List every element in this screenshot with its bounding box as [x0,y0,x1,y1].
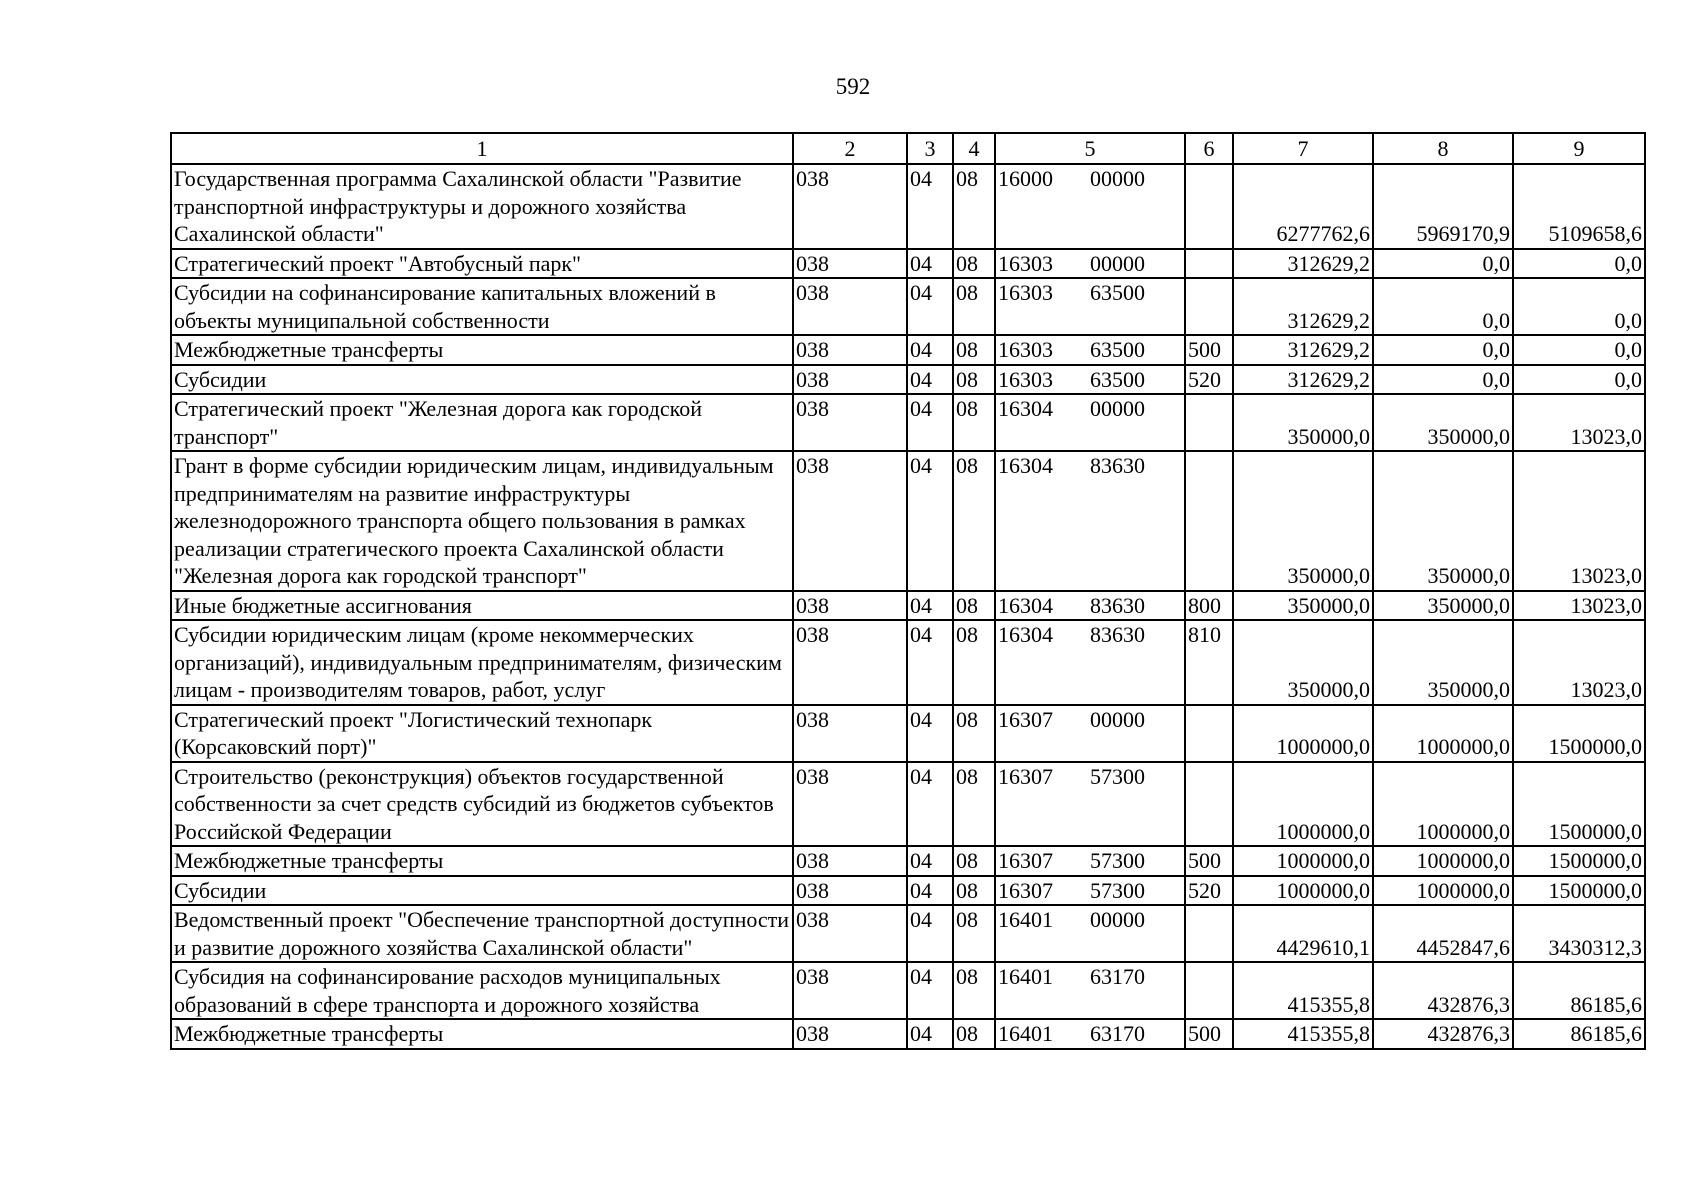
row-code3-cell: 04 [907,905,953,962]
row-code5-cell [995,705,1185,762]
row-name-cell: Субсидия на софинансирование расходов муниципальных образований в сфере транспорта и дорожного хозяйства [171,962,793,1019]
row-code3-cell: 04 [907,1019,953,1049]
table-row [171,620,1645,705]
row-name-cell: Межбюджетные трансферты [171,335,793,365]
row-code5-part1: 16401 [998,907,1053,932]
row-amount8-cell: 5969170,9 [1373,164,1513,249]
row-amount8-cell: 432876,3 [1373,1019,1513,1049]
row-code6-cell [1185,394,1233,451]
row-code5-cell [995,164,1185,249]
row-amount9-cell: 13023,0 [1513,394,1645,451]
row-code4-cell: 08 [953,962,995,1019]
row-code5-part1: 16307 [998,848,1053,873]
row-code5-cell [995,762,1185,847]
row-amount9-cell: 0,0 [1513,365,1645,395]
table-row [171,278,1645,335]
row-name-cell: Строительство (реконструкция) объектов государственной собственности за счет средств субсидий из бюджетов субъектов Российской Федерации [171,762,793,847]
row-code6-cell [1185,249,1233,279]
row-code6-cell: 520 [1185,365,1233,395]
row-code2-cell: 038 [793,705,907,762]
row-code3-cell: 04 [907,962,953,1019]
row-code4-cell: 08 [953,705,995,762]
column-header: 4 [953,133,995,164]
table-row [171,762,1645,847]
table-row [171,905,1645,962]
budget-table [170,132,1646,1050]
row-code6-cell: 500 [1185,335,1233,365]
row-code3-cell: 04 [907,164,953,249]
row-code2-cell: 038 [793,962,907,1019]
row-code5-part1: 16304 [998,453,1053,478]
row-code5-part1: 16303 [998,280,1053,305]
row-code4-cell: 08 [953,876,995,906]
row-code2-cell: 038 [793,1019,907,1049]
row-code5-part1: 16304 [998,396,1053,421]
row-amount8-cell: 350000,0 [1373,620,1513,705]
row-name-cell: Межбюджетные трансферты [171,1019,793,1049]
row-code2-cell: 038 [793,762,907,847]
row-code2-cell: 038 [793,249,907,279]
row-code5-cell [995,620,1185,705]
row-code3-cell: 04 [907,278,953,335]
row-code5-part2: 63500 [1090,280,1145,305]
row-code4-cell: 08 [953,249,995,279]
row-code5-part2: 57300 [1090,848,1145,873]
table-row [171,365,1645,395]
row-code6-cell [1185,705,1233,762]
row-code2-cell: 038 [793,451,907,591]
row-code4-cell: 08 [953,620,995,705]
row-code5-cell [995,365,1185,395]
row-name-cell: Стратегический проект "Автобусный парк" [171,249,793,279]
row-code6-cell: 810 [1185,620,1233,705]
row-amount8-cell: 1000000,0 [1373,762,1513,847]
row-amount8-cell: 0,0 [1373,278,1513,335]
row-code5-part2: 63170 [1090,1021,1145,1046]
table-row [171,876,1645,906]
table-row [171,846,1645,876]
row-code3-cell: 04 [907,249,953,279]
table-body [171,133,1645,1049]
row-code3-cell: 04 [907,876,953,906]
row-code6-cell [1185,451,1233,591]
row-amount8-cell: 0,0 [1373,335,1513,365]
column-header: 7 [1233,133,1373,164]
row-amount9-cell: 13023,0 [1513,620,1645,705]
row-code5-part2: 00000 [1090,166,1145,191]
row-name-cell: Стратегический проект "Логистический технопарк (Корсаковский порт)" [171,705,793,762]
row-code5-cell [995,846,1185,876]
row-code2-cell: 038 [793,905,907,962]
row-code5-part2: 83630 [1090,453,1145,478]
row-code4-cell: 08 [953,591,995,621]
row-code5-part2: 63170 [1090,964,1145,989]
table-row [171,591,1645,621]
row-amount9-cell: 5109658,6 [1513,164,1645,249]
row-code4-cell: 08 [953,1019,995,1049]
row-name-cell: Государственная программа Сахалинской области "Развитие транспортной инфраструктуры и дорожного хозяйства Сахалинской области" [171,164,793,249]
row-code5-part2: 63500 [1090,337,1145,362]
row-code2-cell: 038 [793,394,907,451]
row-code2-cell: 038 [793,365,907,395]
row-code5-part1: 16304 [998,622,1053,647]
row-amount9-cell: 1500000,0 [1513,762,1645,847]
row-amount7-cell: 312629,2 [1233,278,1373,335]
row-amount7-cell: 312629,2 [1233,365,1373,395]
row-code6-cell [1185,962,1233,1019]
row-code4-cell: 08 [953,905,995,962]
row-amount8-cell: 4452847,6 [1373,905,1513,962]
row-amount9-cell: 1500000,0 [1513,846,1645,876]
row-name-cell: Иные бюджетные ассигнования [171,591,793,621]
row-code5-part1: 16304 [998,592,1053,618]
row-name-cell: Грант в форме субсидии юридическим лицам, индивидуальным предпринимателям на развитие инфраструктуры железнодорожного транспорта общего пользования в рамках реализации стратегического проекта Сахалинской области "Железная дорога как городской транспорт" [171,451,793,591]
row-code5-cell [995,451,1185,591]
row-code6-cell [1185,762,1233,847]
row-amount7-cell: 1000000,0 [1233,762,1373,847]
row-amount9-cell: 13023,0 [1513,451,1645,591]
row-code6-cell: 500 [1185,1019,1233,1049]
row-code6-cell [1185,164,1233,249]
row-code2-cell: 038 [793,620,907,705]
row-code3-cell: 04 [907,335,953,365]
row-amount7-cell: 350000,0 [1233,451,1373,591]
row-code5-part2: 83630 [1090,622,1145,647]
row-code2-cell: 038 [793,278,907,335]
row-code6-cell: 500 [1185,846,1233,876]
row-code5-cell [995,335,1185,365]
table-row [171,705,1645,762]
row-code2-cell: 038 [793,335,907,365]
row-code6-cell: 800 [1185,591,1233,621]
row-code3-cell: 04 [907,705,953,762]
row-amount8-cell: 350000,0 [1373,451,1513,591]
row-code4-cell: 08 [953,164,995,249]
row-code5-cell [995,876,1185,906]
row-code5-part1: 16307 [998,763,1053,789]
table-row [171,335,1645,365]
row-amount9-cell: 86185,6 [1513,962,1645,1019]
row-code5-cell [995,394,1185,451]
row-code5-part2: 00000 [1090,907,1145,932]
column-header: 9 [1513,133,1645,164]
column-header: 5 [995,133,1185,164]
row-code5-part1: 16307 [998,706,1053,732]
row-amount7-cell: 312629,2 [1233,335,1373,365]
row-code6-cell [1185,278,1233,335]
row-amount8-cell: 432876,3 [1373,962,1513,1019]
row-code5-part2: 00000 [1090,250,1145,276]
row-name-cell: Межбюджетные трансферты [171,846,793,876]
row-amount9-cell: 0,0 [1513,249,1645,279]
row-code5-cell [995,249,1185,279]
row-code5-part1: 16303 [998,337,1053,362]
row-amount7-cell: 350000,0 [1233,591,1373,621]
column-header: 2 [793,133,907,164]
row-code5-part1: 16401 [998,1021,1053,1046]
row-amount7-cell: 1000000,0 [1233,705,1373,762]
column-header: 3 [907,133,953,164]
row-name-cell: Субсидии на софинансирование капитальных вложений в объекты муниципальной собственности [171,278,793,335]
row-amount8-cell: 350000,0 [1373,394,1513,451]
row-code5-cell [995,962,1185,1019]
row-amount8-cell: 1000000,0 [1373,876,1513,906]
table-row [171,451,1645,591]
row-code5-part2: 57300 [1090,763,1145,789]
row-amount9-cell: 0,0 [1513,335,1645,365]
page-number: 592 [835,74,871,99]
table-row [171,249,1645,279]
row-amount9-cell: 1500000,0 [1513,705,1645,762]
row-amount7-cell: 312629,2 [1233,249,1373,279]
row-amount8-cell: 0,0 [1373,249,1513,279]
row-name-cell: Субсидии [171,876,793,906]
row-code5-part2: 00000 [1090,706,1145,732]
row-amount9-cell: 86185,6 [1513,1019,1645,1049]
row-code6-cell: 520 [1185,876,1233,906]
row-name-cell: Ведомственный проект "Обеспечение транспортной доступности и развитие дорожного хозяйства Сахалинской области" [171,905,793,962]
row-code4-cell: 08 [953,335,995,365]
row-code3-cell: 04 [907,365,953,395]
row-amount7-cell: 6277762,6 [1233,164,1373,249]
row-amount8-cell: 0,0 [1373,365,1513,395]
row-code4-cell: 08 [953,394,995,451]
row-code3-cell: 04 [907,846,953,876]
row-amount7-cell: 350000,0 [1233,394,1373,451]
row-name-cell: Субсидии юридическим лицам (кроме некоммерческих организаций), индивидуальным предпринимателям, физическим лицам - производителям товаров, работ, услуг [171,620,793,705]
row-code2-cell: 038 [793,846,907,876]
row-code3-cell: 04 [907,591,953,621]
column-header: 8 [1373,133,1513,164]
row-code2-cell: 038 [793,876,907,906]
row-code5-part1: 16307 [998,877,1053,903]
row-code3-cell: 04 [907,620,953,705]
row-code5-part2: 83630 [1090,592,1145,618]
row-name-cell: Стратегический проект "Железная дорога как городской транспорт" [171,394,793,451]
table-row [171,394,1645,451]
row-amount8-cell: 350000,0 [1373,591,1513,621]
row-code5-part2: 63500 [1090,366,1145,392]
row-name-cell: Субсидии [171,365,793,395]
row-code4-cell: 08 [953,762,995,847]
row-code5-part1: 16303 [998,250,1053,276]
row-code5-part1: 16303 [998,366,1053,392]
row-code5-part1: 16401 [998,964,1053,989]
row-amount9-cell: 1500000,0 [1513,876,1645,906]
row-amount9-cell: 0,0 [1513,278,1645,335]
row-code3-cell: 04 [907,762,953,847]
row-amount9-cell: 3430312,3 [1513,905,1645,962]
row-amount8-cell: 1000000,0 [1373,846,1513,876]
row-code5-part2: 57300 [1090,877,1145,903]
row-code5-cell [995,591,1185,621]
row-code5-cell [995,278,1185,335]
row-code5-cell [995,905,1185,962]
row-code4-cell: 08 [953,451,995,591]
row-amount7-cell: 415355,8 [1233,1019,1373,1049]
row-code4-cell: 08 [953,278,995,335]
row-amount7-cell: 1000000,0 [1233,876,1373,906]
row-code2-cell: 038 [793,591,907,621]
row-code5-part2: 00000 [1090,396,1145,421]
row-code5-cell [995,1019,1185,1049]
row-code3-cell: 04 [907,394,953,451]
row-code5-part1: 16000 [998,166,1053,191]
table-row [171,1019,1645,1049]
row-code2-cell: 038 [793,164,907,249]
table-row [171,962,1645,1019]
row-amount7-cell: 350000,0 [1233,620,1373,705]
row-code4-cell: 08 [953,846,995,876]
table-row [171,164,1645,249]
row-code6-cell [1185,905,1233,962]
row-amount9-cell: 13023,0 [1513,591,1645,621]
row-amount7-cell: 4429610,1 [1233,905,1373,962]
column-header: 6 [1185,133,1233,164]
row-amount7-cell: 1000000,0 [1233,846,1373,876]
table-header-row [171,133,1645,164]
row-code4-cell: 08 [953,365,995,395]
row-amount7-cell: 415355,8 [1233,962,1373,1019]
column-header: 1 [171,133,793,164]
row-amount8-cell: 1000000,0 [1373,705,1513,762]
row-code3-cell: 04 [907,451,953,591]
